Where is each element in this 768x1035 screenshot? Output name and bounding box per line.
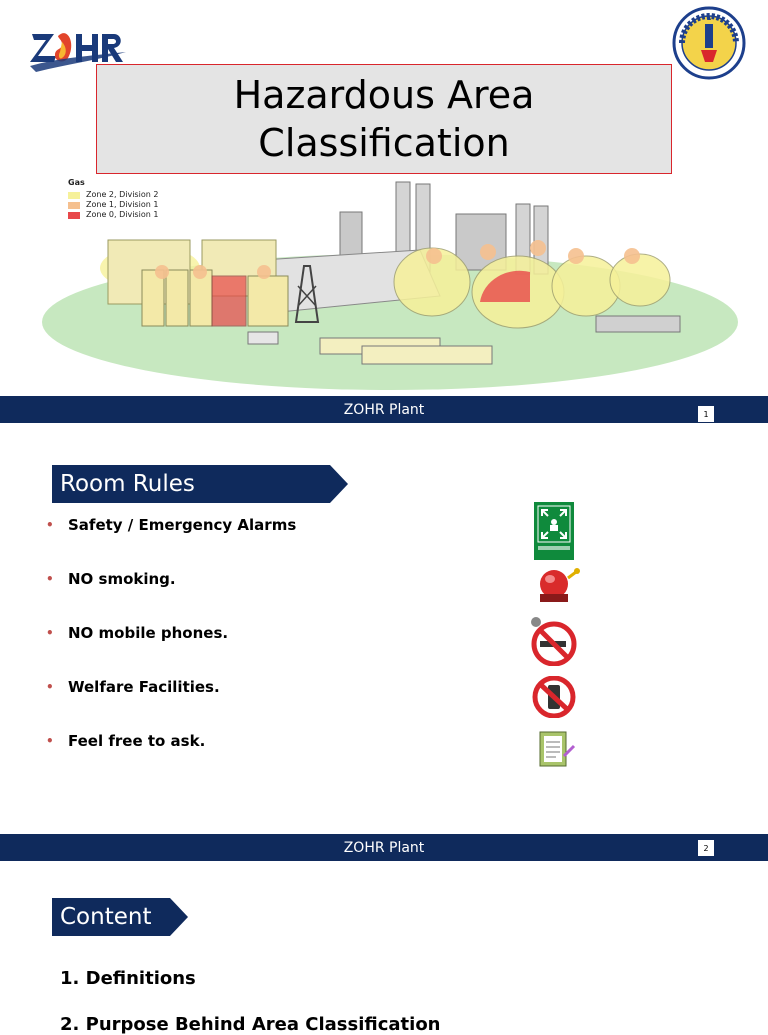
footer-label: ZOHR Plant xyxy=(343,401,425,418)
petrobel-emblem xyxy=(672,6,746,80)
title-line-2: Classification xyxy=(258,121,510,165)
footer-label: ZOHR Plant xyxy=(343,839,425,856)
page-number-1: 1 xyxy=(698,406,714,422)
clipboard-icon xyxy=(528,728,584,784)
footer-bar-1 xyxy=(0,396,768,423)
no-smoking-icon xyxy=(528,614,584,670)
content-item: 2. Purpose Behind Area Classification xyxy=(60,1014,441,1035)
rule-item: • Safety / Emergency Alarms xyxy=(46,516,297,534)
rule-item: • Welfare Facilities. xyxy=(46,678,220,696)
legend xyxy=(68,178,158,220)
content-item: 1. Definitions xyxy=(60,968,196,989)
rule-item: • Feel free to ask. xyxy=(46,732,206,750)
title-line-1: Hazardous Area xyxy=(233,73,535,117)
legend-item: Zone 1, Division 1 xyxy=(68,200,158,210)
no-mobile-phone-icon xyxy=(528,676,584,732)
rule-item: • NO smoking. xyxy=(46,570,176,588)
content-heading: Content xyxy=(52,898,192,936)
legend-item: Zone 2, Division 2 xyxy=(68,190,158,200)
legend-item: Zone 0, Division 1 xyxy=(68,210,158,220)
assembly-point-icon xyxy=(528,500,584,556)
rule-item: • NO mobile phones. xyxy=(46,624,229,642)
footer-bar-2 xyxy=(0,834,768,861)
title-box xyxy=(96,64,672,174)
room-rules-heading: Room Rules xyxy=(52,465,352,503)
page-number-2: 2 xyxy=(698,840,714,856)
legend-heading: Gas xyxy=(68,178,85,187)
